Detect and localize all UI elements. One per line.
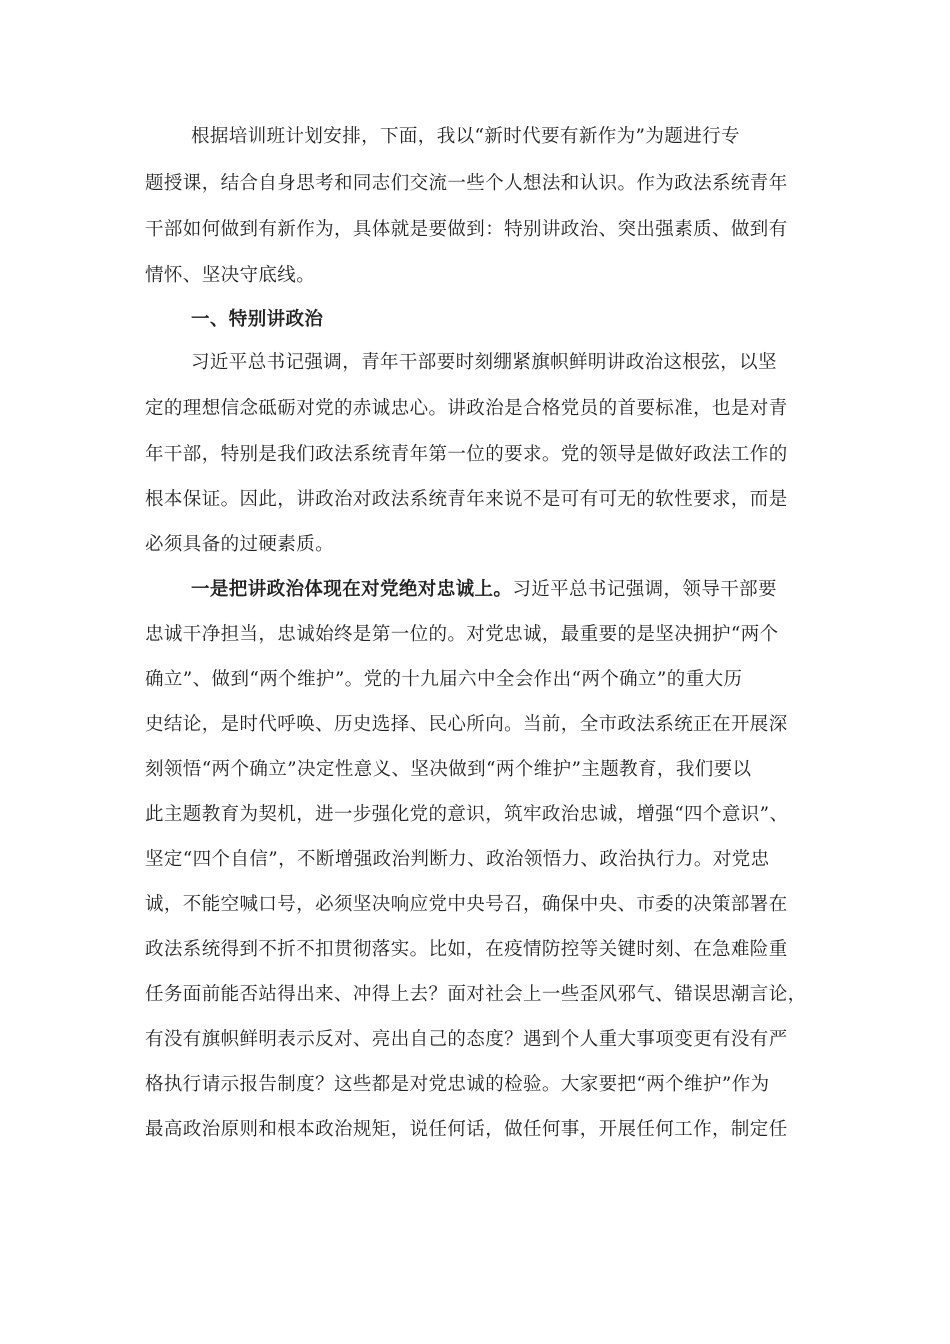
paragraph-3-line-9: 政法系统得到不折不扣贯彻落实。比如，在疫情防控等关键时刻、在急难险重	[145, 939, 788, 960]
paragraph-3-line-12: 格执行请示报告制度？这些都是对党忠诚的检验。大家要把“两个维护”作为	[145, 1074, 770, 1095]
paragraph-1-line-2: 题授课，结合自身思考和同志们交流一些个人想法和认识。作为政法系统青年	[145, 173, 788, 194]
paragraph-2-line-4: 根本保证。因此，讲政治对政法系统青年来说不是可有可无的软性要求，而是	[145, 489, 788, 510]
paragraph-3-line-4: 史结论，是时代呼唤、历史选择、民心所向。当前，全市政法系统正在开展深	[145, 714, 788, 735]
paragraph-3-line-2: 忠诚干净担当，忠诚始终是第一位的。对党忠诚，最重要的是坚决拥护“两个	[145, 624, 779, 645]
paragraph-3-line-6: 此主题教育为契机，进一步强化党的意识，筑牢政治忠诚，增强“四个意识”、	[145, 804, 789, 825]
paragraph-1-line-1: 根据培训班计划安排，下面，我以“新时代要有新作为”为题进行专	[191, 126, 740, 147]
paragraph-2-line-2: 定的理想信念砥砺对党的赤诚忠心。讲政治是合格党员的首要标准，也是对青	[145, 398, 788, 419]
paragraph-2-line-3: 年干部，特别是我们政法系统青年第一位的要求。党的领导是做好政法工作的	[145, 444, 788, 465]
paragraph-1-line-4: 情怀、坚决守底线。	[145, 265, 316, 286]
paragraph-3-lead: 一是把讲政治体现在对党绝对忠诚上。	[191, 579, 513, 600]
paragraph-2-line-1: 习近平总书记强调，青年干部要时刻绷紧旗帜鲜明讲政治这根弦，以坚	[191, 352, 777, 373]
paragraph-3-line-5: 刻领悟“两个确立”决定性意义、坚决做到“两个维护”主题教育，我们要以	[145, 759, 752, 780]
paragraph-3-line-7: 坚定“四个自信”，不断增强政治判断力、政治领悟力、政治执行力。对党忠	[145, 849, 770, 870]
paragraph-3-line-1-rest: 习近平总书记强调，领导干部要	[512, 579, 777, 600]
section-heading-1: 一、特别讲政治	[191, 309, 324, 330]
paragraph-1-line-3: 干部如何做到有新作为，具体就是要做到：特别讲政治、突出强素质、做到有	[145, 219, 788, 240]
paragraph-3-line-13: 最高政治原则和根本政治规矩，说任何话，做任何事，开展任何工作，制定任	[145, 1119, 788, 1140]
paragraph-3-line-10: 任务面前能否站得出来、冲得上去？面对社会上一些歪风邪气、错误思潮言论，	[145, 984, 807, 1005]
paragraph-2-line-5: 必须具备的过硬素质。	[145, 534, 335, 555]
paragraph-3-line-11: 有没有旗帜鲜明表示反对、亮出自己的态度？遇到个人重大事项变更有没有严	[145, 1029, 788, 1050]
paragraph-3-line-8: 诚，不能空喊口号，必须坚决响应党中央号召，确保中央、市委的决策部署在	[145, 894, 788, 915]
paragraph-3-line-3: 确立”、做到“两个维护”。党的十九届六中全会作出“两个确立”的重大历	[145, 669, 743, 690]
paragraph-3-line-1	[191, 578, 815, 602]
